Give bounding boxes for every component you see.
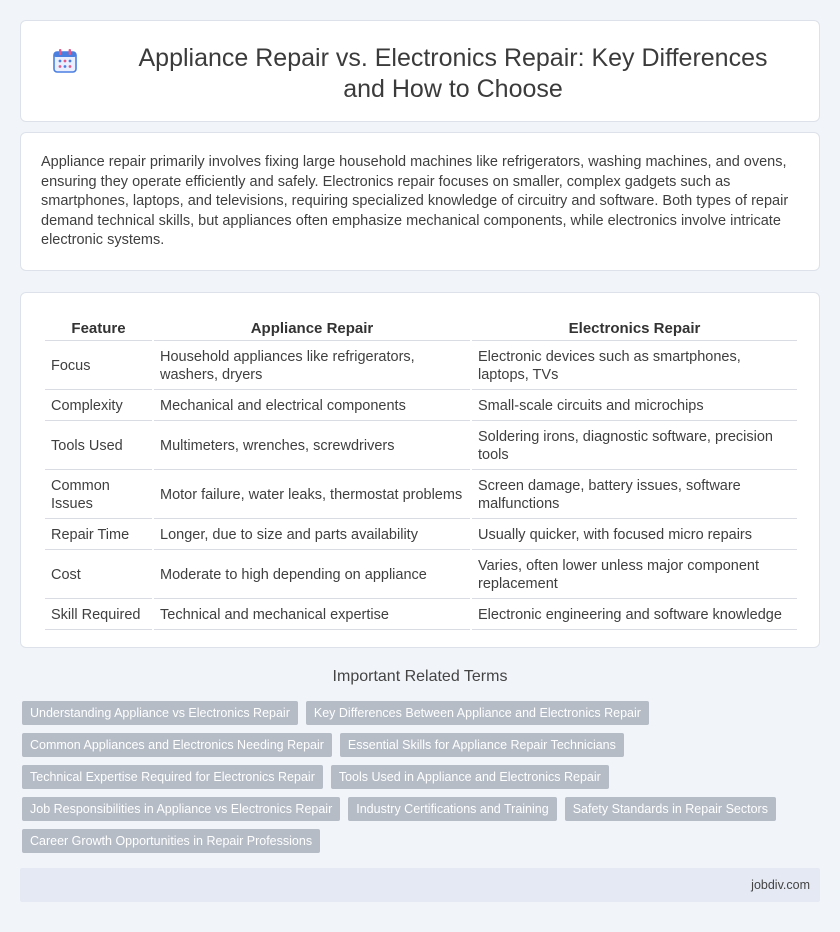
calendar-icon xyxy=(51,47,79,75)
table-cell: Multimeters, wrenches, screwdrivers xyxy=(154,423,470,470)
related-terms-list xyxy=(22,701,812,853)
table-cell: Technical and mechanical expertise xyxy=(154,601,470,630)
header-card xyxy=(20,20,820,122)
comparison-table-card xyxy=(20,292,820,648)
footer xyxy=(20,868,820,902)
table-header-row xyxy=(45,317,797,341)
related-term-tag[interactable]: Understanding Appliance vs Electronics Repair xyxy=(22,701,298,725)
table-cell: Screen damage, battery issues, software malfunctions xyxy=(472,472,797,519)
table-cell: Electronic devices such as smartphones, laptops, TVs xyxy=(472,343,797,390)
table-cell: Mechanical and electrical components xyxy=(154,392,470,421)
table-cell: Complexity xyxy=(45,392,152,421)
related-terms-title: Important Related Terms xyxy=(332,668,508,685)
table-cell: Cost xyxy=(45,552,152,599)
column-header-electronics: Electronics Repair xyxy=(472,317,797,341)
table-cell: Common Issues xyxy=(45,472,152,519)
table-row xyxy=(45,423,797,470)
related-term-tag[interactable]: Technical Expertise Required for Electronics Repair xyxy=(22,765,323,789)
table-cell: Household appliances like refrigerators, washers, dryers xyxy=(154,343,470,390)
table-row xyxy=(45,552,797,599)
intro-paragraph: Appliance repair primarily involves fixing large household machines like refrigerators, washing machines, and ovens, ensuring they operate efficiently and safely. Electronics repair focuses on smaller, complex gadgets such as smartphones, laptops, and televisions, requiring specialized knowledge of circuitry and software. Both types of repair demand technical skills, but appliances often emphasize mechanical components, while electronics involve intricate electronic systems. xyxy=(41,154,789,249)
table-cell: Usually quicker, with focused micro repairs xyxy=(472,521,797,550)
comparison-table xyxy=(43,315,799,632)
table-cell: Focus xyxy=(45,343,152,390)
header xyxy=(51,43,799,105)
related-term-tag[interactable]: Common Appliances and Electronics Needing Repair xyxy=(22,733,332,757)
related-term-tag[interactable]: Essential Skills for Appliance Repair Technicians xyxy=(340,733,624,757)
related-term-tag[interactable]: Job Responsibilities in Appliance vs Electronics Repair xyxy=(22,797,340,821)
table-cell: Skill Required xyxy=(45,601,152,630)
related-term-tag[interactable]: Career Growth Opportunities in Repair Professions xyxy=(22,829,320,853)
column-header-feature: Feature xyxy=(45,317,152,341)
table-cell: Tools Used xyxy=(45,423,152,470)
related-term-tag[interactable]: Tools Used in Appliance and Electronics Repair xyxy=(331,765,609,789)
table-cell: Varies, often lower unless major component replacement xyxy=(472,552,797,599)
footer-site-link[interactable]: jobdiv.com xyxy=(751,878,810,892)
intro-card xyxy=(20,132,820,271)
table-cell: Longer, due to size and parts availability xyxy=(154,521,470,550)
table-cell: Moderate to high depending on appliance xyxy=(154,552,470,599)
column-header-appliance: Appliance Repair xyxy=(154,317,470,341)
table-row xyxy=(45,343,797,390)
table-row xyxy=(45,521,797,550)
related-term-tag[interactable]: Key Differences Between Appliance and Electronics Repair xyxy=(306,701,649,725)
related-term-tag[interactable]: Industry Certifications and Training xyxy=(348,797,556,821)
related-term-tag[interactable]: Safety Standards in Repair Sectors xyxy=(565,797,776,821)
table-cell: Electronic engineering and software knowledge xyxy=(472,601,797,630)
table-row xyxy=(45,392,797,421)
table-cell: Motor failure, water leaks, thermostat problems xyxy=(154,472,470,519)
table-cell: Small-scale circuits and microchips xyxy=(472,392,797,421)
table-cell: Repair Time xyxy=(45,521,152,550)
table-cell: Soldering irons, diagnostic software, precision tools xyxy=(472,423,797,470)
page-title: Appliance Repair vs. Electronics Repair: Key Differences and How to Choose xyxy=(138,44,768,103)
table-row xyxy=(45,472,797,519)
table-row xyxy=(45,601,797,630)
